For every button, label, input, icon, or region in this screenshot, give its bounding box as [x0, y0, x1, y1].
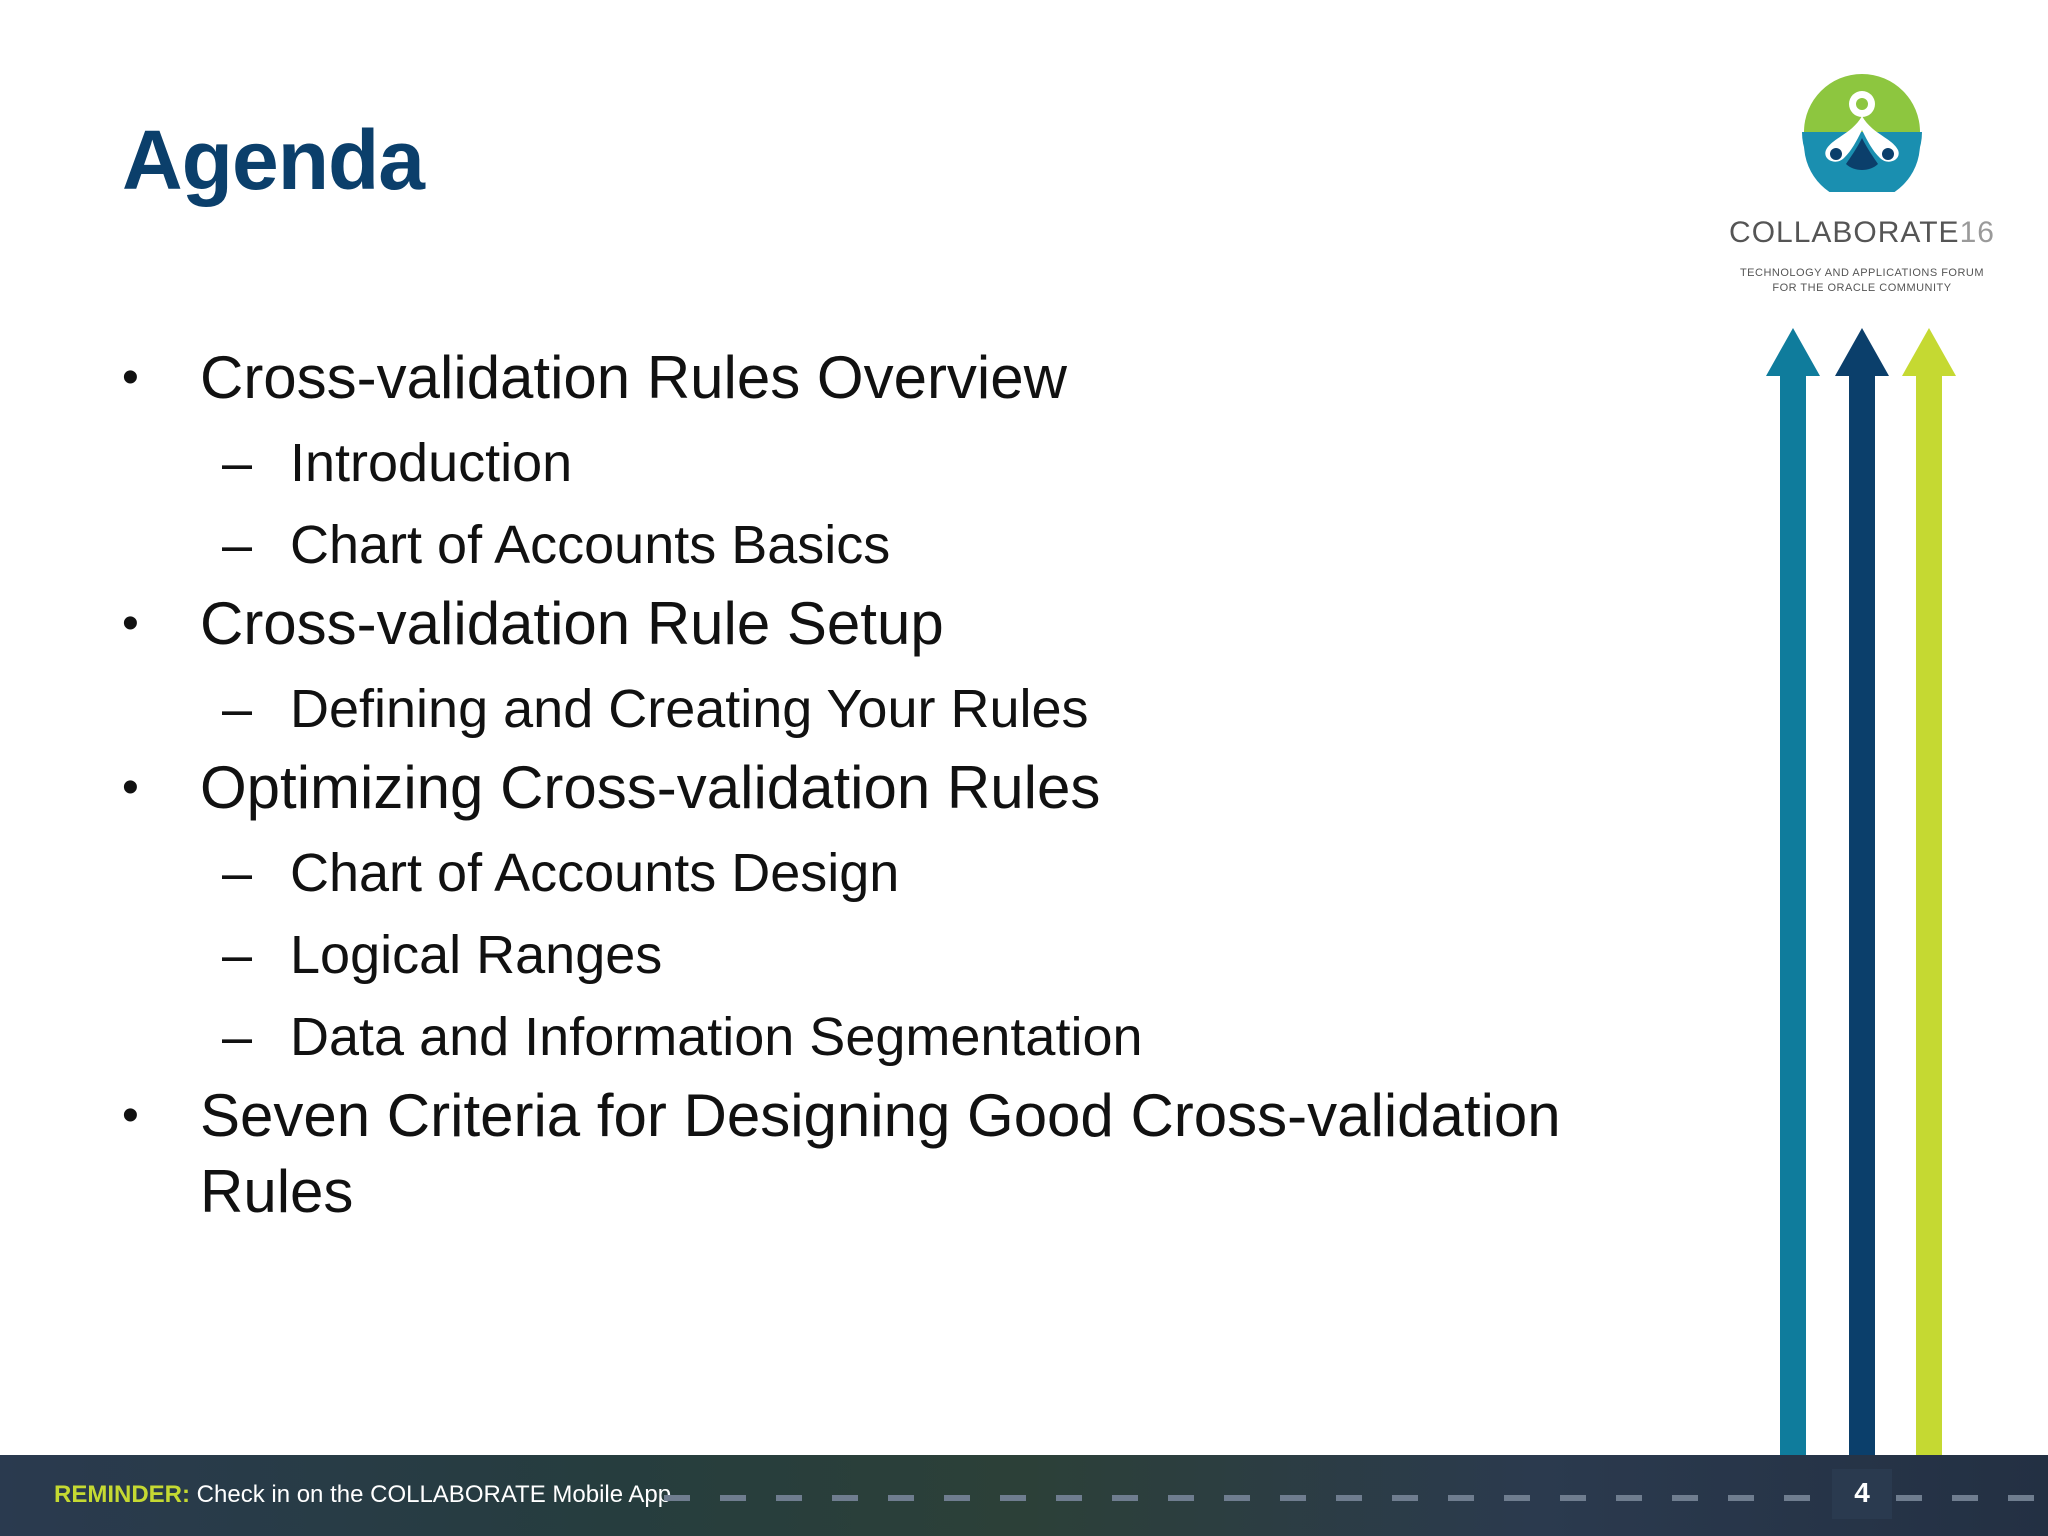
bullet-dot: • — [122, 761, 139, 814]
agenda-item-text: Chart of Accounts Design — [290, 843, 900, 903]
page-number: 4 — [1854, 1477, 1870, 1508]
agenda-subitem — [122, 914, 1682, 996]
footer-reminder — [54, 1480, 671, 1510]
agenda-item-text: Logical Ranges — [290, 925, 663, 985]
bullet-dot: • — [122, 597, 139, 650]
slide-title: Agenda — [122, 113, 425, 207]
agenda-subitem — [122, 996, 1682, 1078]
agenda-item — [122, 340, 1682, 416]
agenda-item-text: Chart of Accounts Basics — [290, 515, 891, 575]
arrow-up-icon-teal — [1766, 328, 1820, 1456]
bullet-dash: – — [222, 515, 253, 575]
agenda-item-text: Optimizing Cross-validation Rules — [200, 754, 1101, 821]
agenda-item-text: Seven Criteria for Designing Good Cross-validation Rules — [200, 1082, 1561, 1225]
logo-tagline-line1: TECHNOLOGY AND APPLICATIONS FORUM — [1739, 267, 1985, 279]
agenda-item-text: Data and Information Segmentation — [290, 1007, 1143, 1067]
agenda-subitem — [122, 504, 1682, 586]
logo-tagline-line2: FOR THE ORACLE COMMUNITY — [1772, 282, 1952, 294]
bullet-dash: – — [222, 843, 253, 903]
bullet-dash: – — [222, 925, 253, 985]
arrow-up-icon-lime — [1902, 328, 1956, 1456]
bullet-dot: • — [122, 1089, 139, 1142]
agenda-subitem — [122, 668, 1682, 750]
bullet-dash: – — [222, 1007, 253, 1067]
agenda-item — [122, 750, 1682, 826]
reminder-label: REMINDER: — [54, 1481, 190, 1508]
reminder-text: Check in on the COLLABORATE Mobile App — [190, 1481, 672, 1508]
agenda-item — [122, 586, 1682, 662]
agenda-item-text: Introduction — [290, 433, 573, 493]
agenda-item-text: Cross-validation Rules Overview — [200, 344, 1067, 411]
decorative-arrows — [1760, 320, 1960, 1456]
logo-name-text: COLLABORATE — [1729, 216, 1960, 249]
bullet-dash: – — [222, 433, 253, 493]
agenda-list — [122, 340, 1682, 1236]
collaborate-logo — [1700, 66, 2024, 306]
agenda-subitem — [122, 832, 1682, 914]
logo-wordmark — [1700, 216, 2024, 250]
collaborate-trefoil-icon — [1802, 72, 1922, 192]
bullet-dash: – — [222, 679, 253, 739]
agenda-subitem — [122, 422, 1682, 504]
logo-number: 16 — [1959, 216, 1995, 249]
arrow-up-icon-navy — [1835, 328, 1889, 1456]
footer-bar — [0, 1455, 2048, 1536]
agenda-item-text: Defining and Creating Your Rules — [290, 679, 1089, 739]
agenda-item — [122, 1078, 1682, 1230]
agenda-item-text: Cross-validation Rule Setup — [200, 590, 944, 657]
logo-tagline — [1700, 266, 2024, 296]
bullet-dot: • — [122, 351, 139, 404]
